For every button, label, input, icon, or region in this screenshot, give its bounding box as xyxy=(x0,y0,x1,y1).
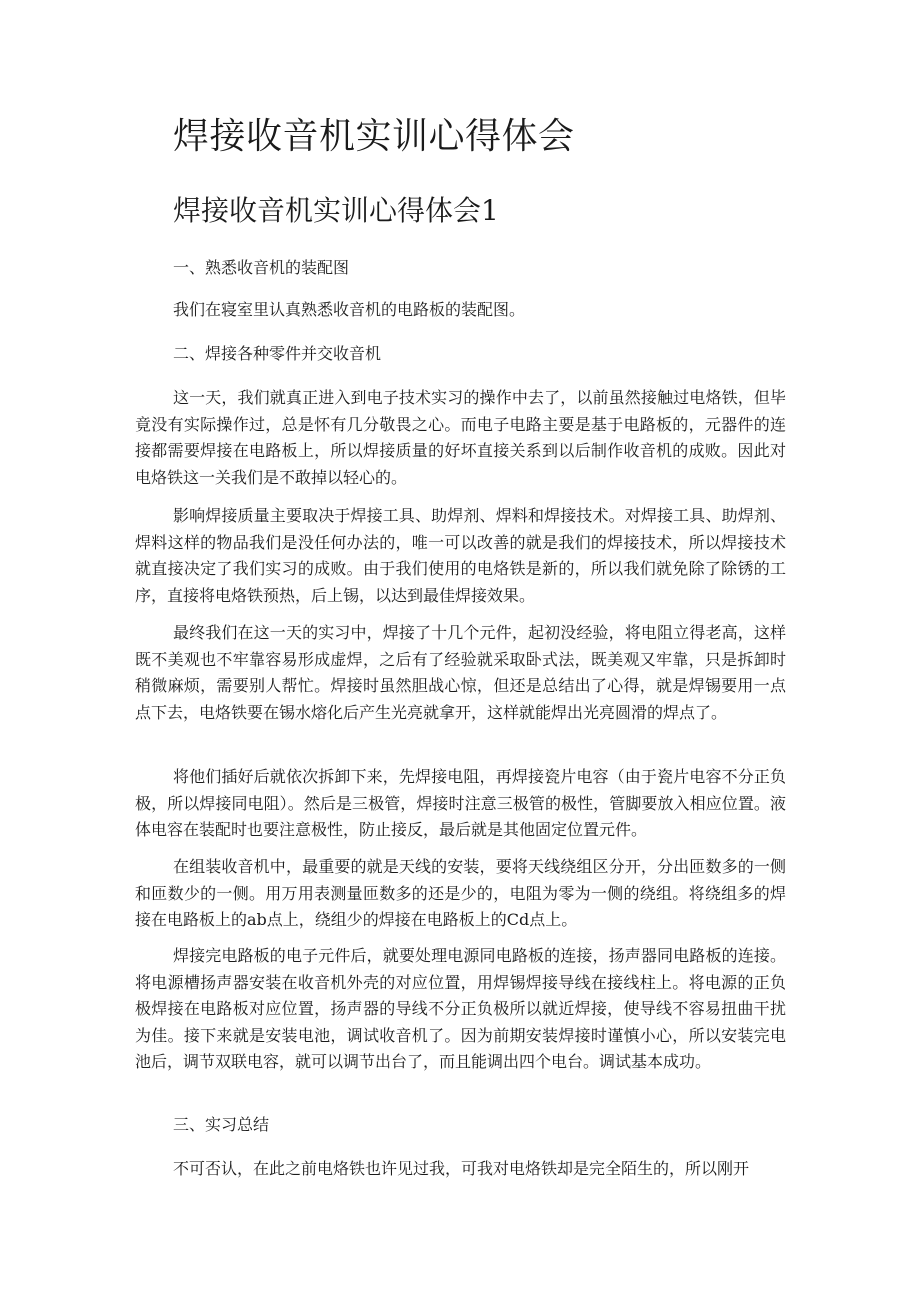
document-subtitle: 焊接收音机实训心得体会1 xyxy=(173,194,499,227)
paragraph-s2-4: 将他们插好后就依次拆卸下来，先焊接电阻，再焊接瓷片电容（由于瓷片电容不分正负极，所以焊接同电阻）。然后是三极管，焊接时注意三极管的极性，管脚要放入相应位置。液体电容在装配时也要注意极性，防止接反，最后就是其他固定位置元件。 xyxy=(135,767,786,840)
paragraph-s1-1: 我们在寝室里认真熟悉收音机的电路板的装配图。 xyxy=(173,300,526,319)
paragraph-s2-5: 在组装收音机中，最重要的就是天线的安装，要将天线绕组区分开，分出匝数多的一侧和匝数少的一侧。用万用表测量匝数多的还是少的，电阻为零为一侧的绕组。将绕组多的焊接在电路板上的ab点上，绕组少的焊接在电路板上的Cd点上。 xyxy=(135,857,786,930)
paragraph-s2-3: 最终我们在这一天的实习中，焊接了十几个元件，起初没经验，将电阻立得老高，这样既不美观也不牢靠容易形成虚焊，之后有了经验就采取卧式法，既美观又牢靠，只是拆卸时稍微麻烦，需要别人帮忙。焊接时虽然胆战心惊，但还是总结出了心得，就是焊锡要用一点点下去，电烙铁要在锡水熔化后产生光亮就拿开，这样就能焊出光亮圆滑的焊点了。 xyxy=(135,623,786,722)
section-heading-1: 一、熟悉收音机的装配图 xyxy=(173,258,350,277)
paragraph-s3-1: 不可否认，在此之前电烙铁也许见过我，可我对电烙铁却是完全陌生的，所以刚开 xyxy=(173,1159,750,1178)
document-title: 焊接收音机实训心得体会 xyxy=(173,116,575,157)
paragraph-s2-1: 这一天，我们就真正进入到电子技术实习的操作中去了，以前虽然接触过电烙铁，但毕竟没有实际操作过，总是怀有几分敬畏之心。而电子电路主要是基于电路板的，元器件的连接都需要焊接在电路板上，所以焊接质量的好坏直接关系到以后制作收音机的成败。因此对电烙铁这一关我们是不敢掉以轻心的。 xyxy=(135,388,786,487)
paragraph-s2-2: 影响焊接质量主要取决于焊接工具、助焊剂、焊料和焊接技术。对焊接工具、助焊剂、焊料这样的物品我们是没任何办法的，唯一可以改善的就是我们的焊接技术，所以焊接技术就直接决定了我们实习的成败。由于我们使用的电烙铁是新的，所以我们就免除了除锈的工序，直接将电烙铁预热，后上锡，以达到最佳焊接效果。 xyxy=(135,506,786,605)
paragraph-s2-6: 焊接完电路板的电子元件后，就要处理电源同电路板的连接，扬声器同电路板的连接。将电源槽扬声器安装在收音机外壳的对应位置，用焊锡焊接导线在接线柱上。将电源的正负极焊接在电路板对应位置，扬声器的导线不分正负极所以就近焊接，使导线不容易扭曲干扰为佳。接下来就是安装电池，调试收音机了。因为前期安装焊接时谨慎小心，所以安装完电池后，调节双联电容，就可以调节出台了，而且能调出四个电台。调试基本成功。 xyxy=(135,946,786,1072)
section-heading-2: 二、焊接各种零件并交收音机 xyxy=(173,344,382,363)
section-heading-3: 三、实习总结 xyxy=(173,1115,270,1134)
